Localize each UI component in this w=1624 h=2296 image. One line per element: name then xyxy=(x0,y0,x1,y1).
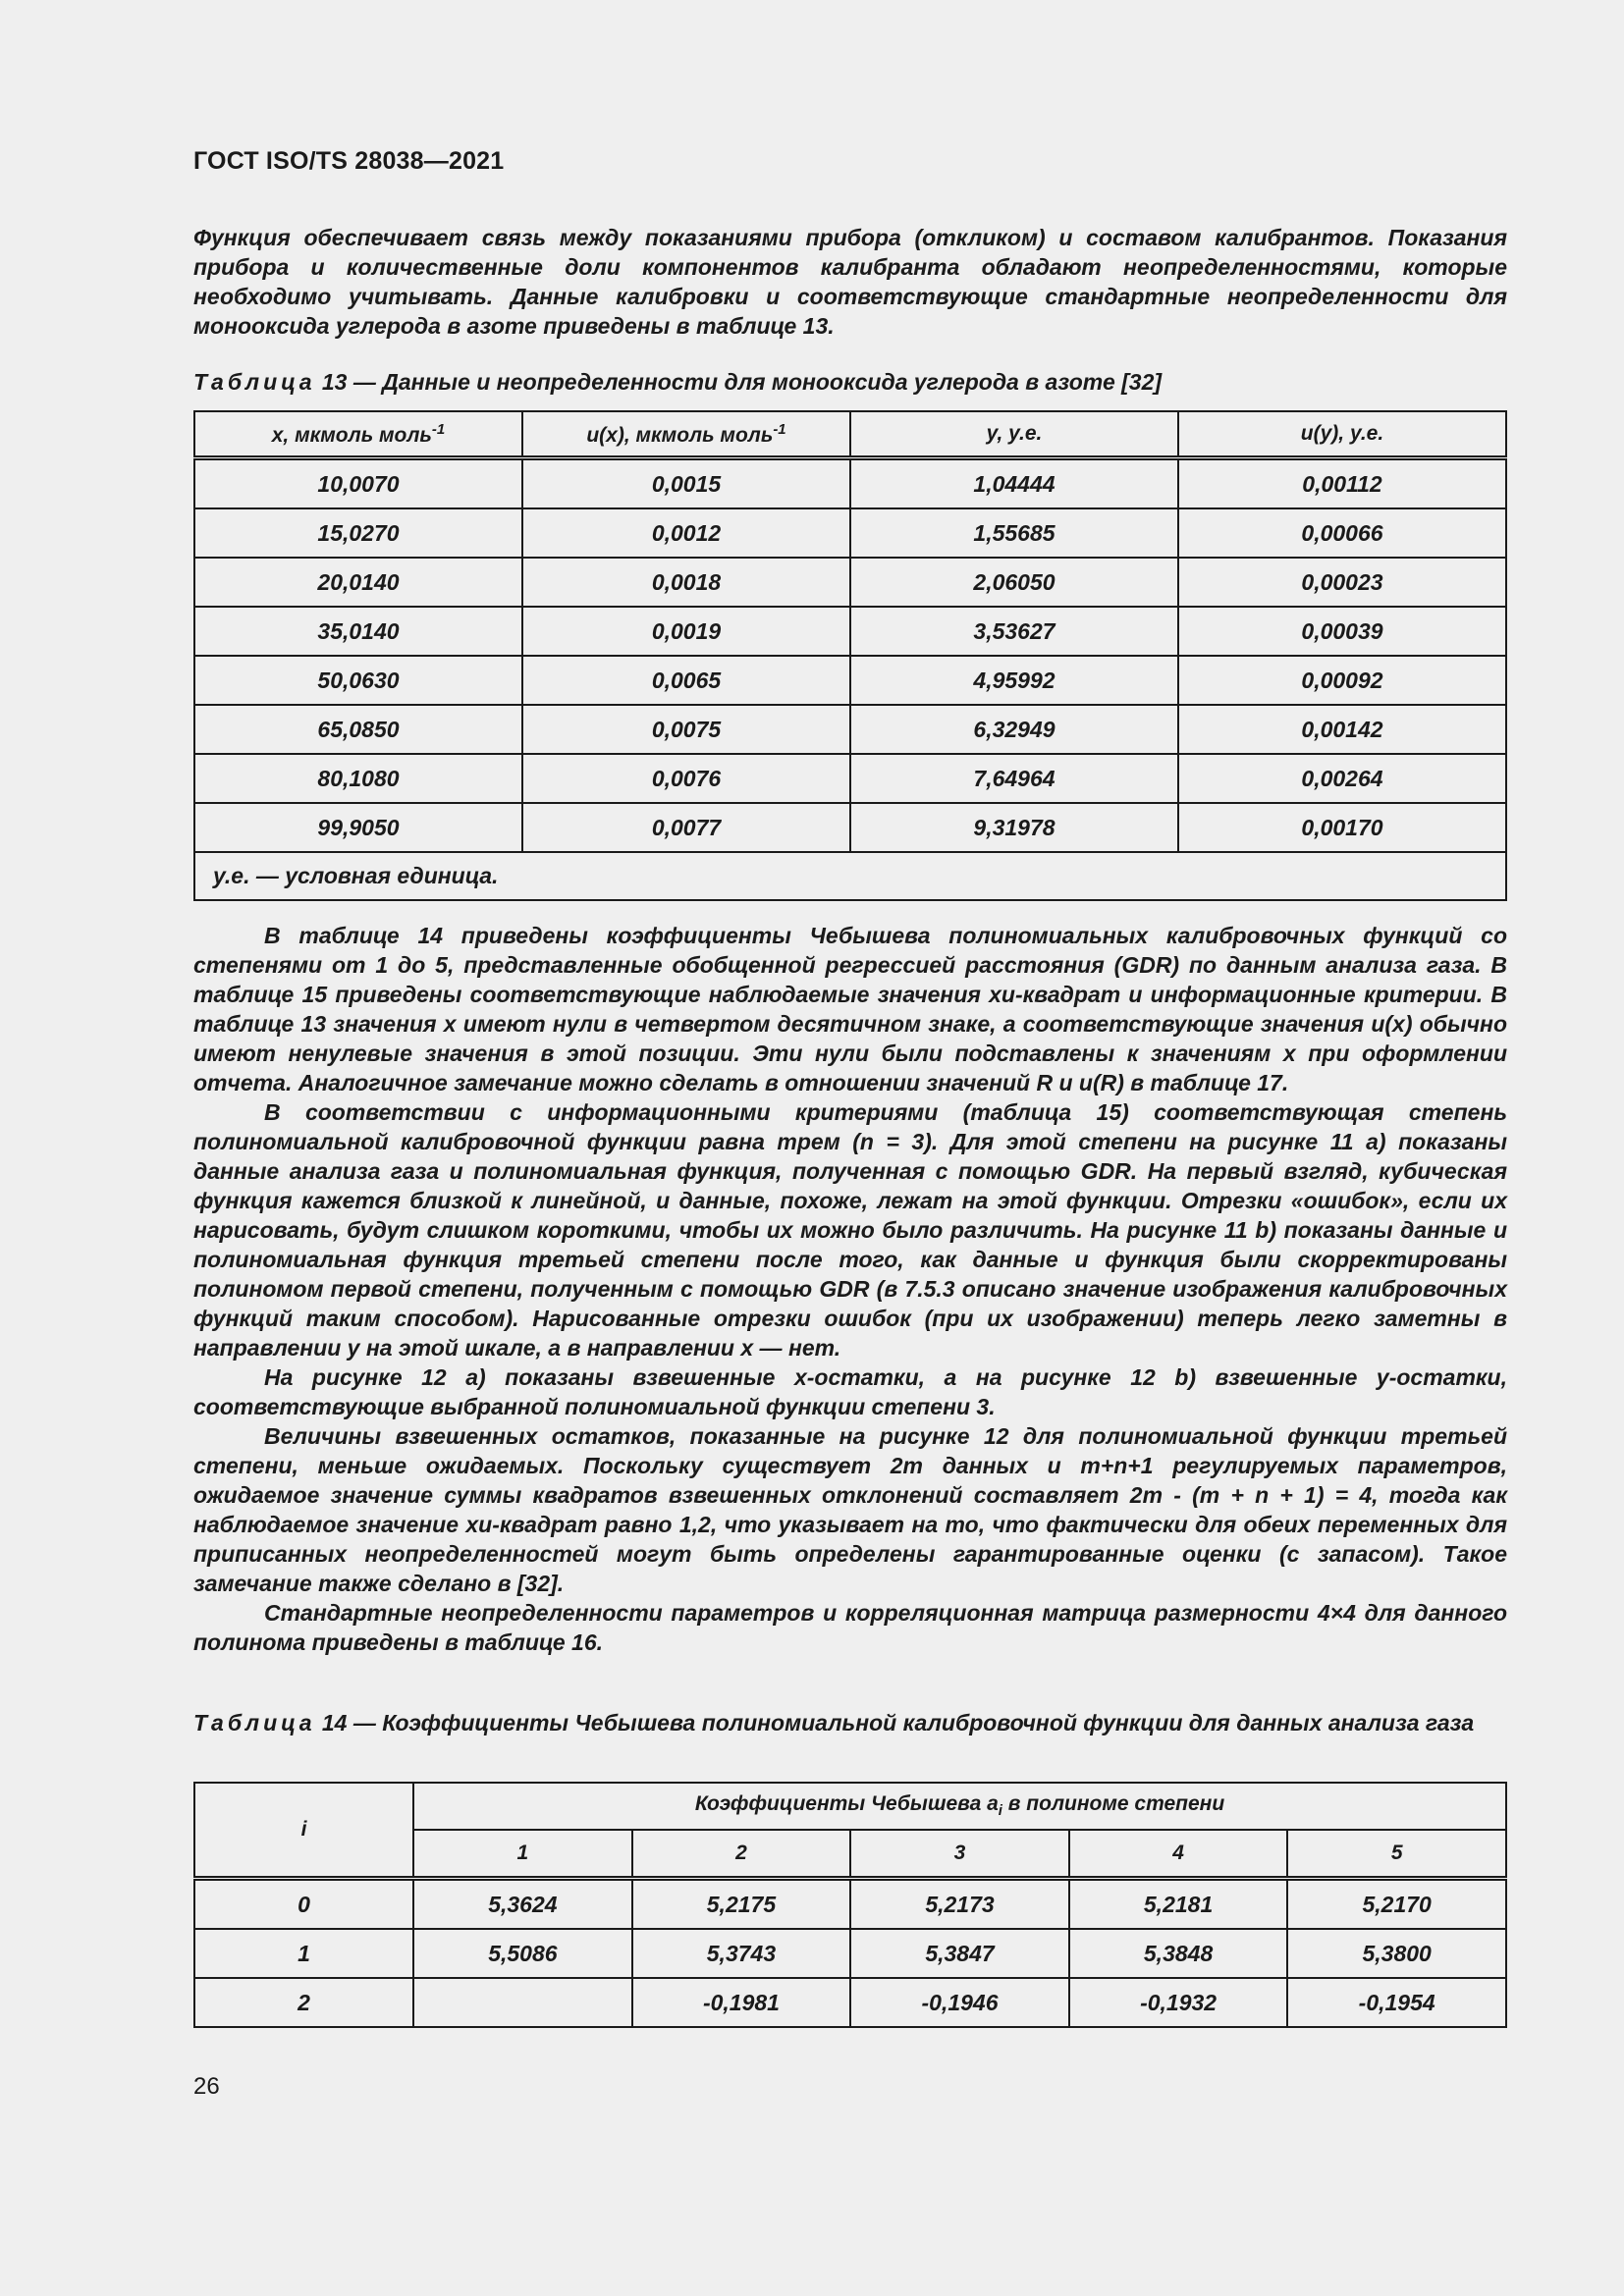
table14-header-i: i xyxy=(194,1783,413,1879)
table13-header-row xyxy=(194,411,1506,458)
table13-header-y: y, у.е. xyxy=(850,411,1178,458)
table-cell: 5,2170 xyxy=(1287,1879,1506,1930)
table-cell: 15,0270 xyxy=(194,508,522,558)
table-cell: 1,04444 xyxy=(850,458,1178,509)
table-cell: 5,2173 xyxy=(850,1879,1069,1930)
paragraph: В соответствии с информационными критериями (таблица 15) соответствующая степень полиномиальной калибровочной функции равна трем (n = 3). Для этой степени на рисунке 11 а) показаны данные анализа газа и полиномиальная функция, полученная с помощью GDR. На первый взгляд, кубическая функция кажется близкой к линейной, и данные, похоже, лежат на этой функции. Отрезки «ошибок», если их нарисовать, будут слишком короткими, чтобы их можно было различить. На рисунке 11 b) показаны данные и полиномиальная функция третьей степени после того, как данные и функция были скорректированы полиномом первой степени, полученным с помощью GDR (в 7.5.3 описано значение изображения калибровочных функций таким способом). Нарисованные отрезки ошибок (при их изображении) теперь легко заметны в направлении y на этой шкале, а в направлении x — нет. xyxy=(193,1099,1507,1361)
table-row xyxy=(194,458,1506,509)
table14-caption-text: 14 — Коэффициенты Чебышева полиномиальной калибровочной функции для данных анализа газа xyxy=(315,1710,1475,1735)
table13-note: у.е. — условная единица. xyxy=(194,852,1506,900)
table-13 xyxy=(193,410,1507,901)
table13-header-ux: u(x), мкмоль моль$^{-1}$ xyxy=(522,411,850,458)
table14-caption xyxy=(193,1708,1507,1737)
paragraph: Стандартные неопределенности параметров и корреляционная матрица размерности 4×4 для данного полинома приведены в таблице 16. xyxy=(193,1600,1507,1655)
table-cell xyxy=(413,1978,632,2027)
degree-header: 4 xyxy=(1069,1830,1288,1879)
table-cell: 0,0012 xyxy=(522,508,850,558)
table-cell: -0,1946 xyxy=(850,1978,1069,2027)
table-cell: 6,32949 xyxy=(850,705,1178,754)
table-cell: 50,0630 xyxy=(194,656,522,705)
table-cell: 7,64964 xyxy=(850,754,1178,803)
table-cell: 2,06050 xyxy=(850,558,1178,607)
degree-header: 1 xyxy=(413,1830,632,1879)
table-cell: 5,2175 xyxy=(632,1879,851,1930)
table-cell: 2 xyxy=(194,1978,413,2027)
table13-header-x: x, мкмоль моль$^{-1}$ xyxy=(194,411,522,458)
table-cell: -0,1981 xyxy=(632,1978,851,2027)
table-cell: 20,0140 xyxy=(194,558,522,607)
table-cell: 0,00170 xyxy=(1178,803,1506,852)
table-cell: 0,00039 xyxy=(1178,607,1506,656)
table-row xyxy=(194,803,1506,852)
table13-caption-label: Таблица xyxy=(193,369,316,395)
paragraph: На рисунке 12 а) показаны взвешенные x-остатки, а на рисунке 12 b) взвешенные y-остатки, соответствующие выбранной полиномиальной функции степени 3. xyxy=(193,1364,1507,1419)
table-cell: 3,53627 xyxy=(850,607,1178,656)
table-cell: 5,3743 xyxy=(632,1929,851,1978)
table13-caption-text: 13 — Данные и неопределенности для монооксида углерода в азоте [32] xyxy=(315,369,1163,395)
paragraph: В таблице 14 приведены коэффициенты Чебышева полиномиальных калибровочных функций со степенями от 1 до 5, представленные обобщенной регрессией расстояния (GDR) по данным анализа газа. В таблице 15 приведены соответствующие наблюдаемые значения хи-квадрат и информационные критерии. В таблице 13 значения x имеют нули в четвертом десятичном знаке, а соответствующие значения u(x) обычно имеют ненулевые значения в этой позиции. Эти нули были подставлены к значениям x при оформлении отчета. Аналогичное замечание можно сделать в отношении значений R и u(R) в таблице 17. xyxy=(193,923,1507,1095)
table-row xyxy=(194,558,1506,607)
table-14 xyxy=(193,1782,1507,2028)
intro-paragraph: Функция обеспечивает связь между показаниями прибора (откликом) и составом калибрантов. Показания прибора и количественные доли компонентов калибранта обладают неопределенностями, которые необходимо учитывать. Данные калибровки и соответствующие стандартные неопределенности для монооксида углерода в азоте приведены в таблице 13. xyxy=(193,225,1507,339)
table-cell: 9,31978 xyxy=(850,803,1178,852)
paragraph: Величины взвешенных остатков, показанные на рисунке 12 для полиномиальной функции третьей степени, меньше ожидаемых. Поскольку существует 2m данных и m+n+1 регулируемых параметров, ожидаемое значение суммы квадратов взвешенных отклонений составляет 2m - (m + n + 1) = 4, тогда как наблюдаемое значение хи-квадрат равно 1,2, что указывает на то, что фактически для обеих переменных для приписанных неопределенностей могут быть определены гарантированные оценки (с запасом). Такое замечание также сделано в [32]. xyxy=(193,1423,1507,1596)
degree-header: 3 xyxy=(850,1830,1069,1879)
table14-caption-label: Таблица xyxy=(193,1710,316,1735)
table-cell: 1,55685 xyxy=(850,508,1178,558)
table-cell: 0,0065 xyxy=(522,656,850,705)
table-cell: 0,0019 xyxy=(522,607,850,656)
table-row xyxy=(194,1879,1506,1930)
page-number: 26 xyxy=(193,2073,220,2100)
table-cell: 0,00264 xyxy=(1178,754,1506,803)
table-cell: 0,00066 xyxy=(1178,508,1506,558)
table-cell: 35,0140 xyxy=(194,607,522,656)
table-row xyxy=(194,656,1506,705)
table13-caption xyxy=(193,367,1507,397)
table-cell: 4,95992 xyxy=(850,656,1178,705)
table-cell: 0,0075 xyxy=(522,705,850,754)
table-row xyxy=(194,1978,1506,2027)
table-cell: 0,0018 xyxy=(522,558,850,607)
body-text xyxy=(193,921,1507,1657)
table-row xyxy=(194,705,1506,754)
table14-group-header: Коэффициенты Чебышева $a_i$ в полиноме степени xyxy=(413,1783,1506,1830)
table-row xyxy=(194,754,1506,803)
table-cell: 0,0077 xyxy=(522,803,850,852)
table13-header-uy: u(y), у.е. xyxy=(1178,411,1506,458)
table-cell: 5,3848 xyxy=(1069,1929,1288,1978)
table-cell: 5,3800 xyxy=(1287,1929,1506,1978)
table-cell: 5,5086 xyxy=(413,1929,632,1978)
table-cell: 5,2181 xyxy=(1069,1879,1288,1930)
table-cell: -0,1932 xyxy=(1069,1978,1288,2027)
table-row xyxy=(194,607,1506,656)
table-cell: -0,1954 xyxy=(1287,1978,1506,2027)
table-cell: 0,00023 xyxy=(1178,558,1506,607)
degree-header: 5 xyxy=(1287,1830,1506,1879)
table-cell: 1 xyxy=(194,1929,413,1978)
table-cell: 65,0850 xyxy=(194,705,522,754)
page-header: ГОСТ ISO/TS 28038—2021 xyxy=(193,147,505,175)
table-cell: 0,0015 xyxy=(522,458,850,509)
degree-header: 2 xyxy=(632,1830,851,1879)
table-cell: 0,00112 xyxy=(1178,458,1506,509)
table-cell: 80,1080 xyxy=(194,754,522,803)
table-cell: 5,3624 xyxy=(413,1879,632,1930)
table-cell: 5,3847 xyxy=(850,1929,1069,1978)
table-cell: 0 xyxy=(194,1879,413,1930)
table-row xyxy=(194,508,1506,558)
table-cell: 10,0070 xyxy=(194,458,522,509)
table14-group-header-row xyxy=(194,1783,1506,1830)
table-cell: 0,00092 xyxy=(1178,656,1506,705)
table-cell: 0,00142 xyxy=(1178,705,1506,754)
table-cell: 99,9050 xyxy=(194,803,522,852)
table-cell: 0,0076 xyxy=(522,754,850,803)
table-row xyxy=(194,1929,1506,1978)
table13-note-row xyxy=(194,852,1506,900)
